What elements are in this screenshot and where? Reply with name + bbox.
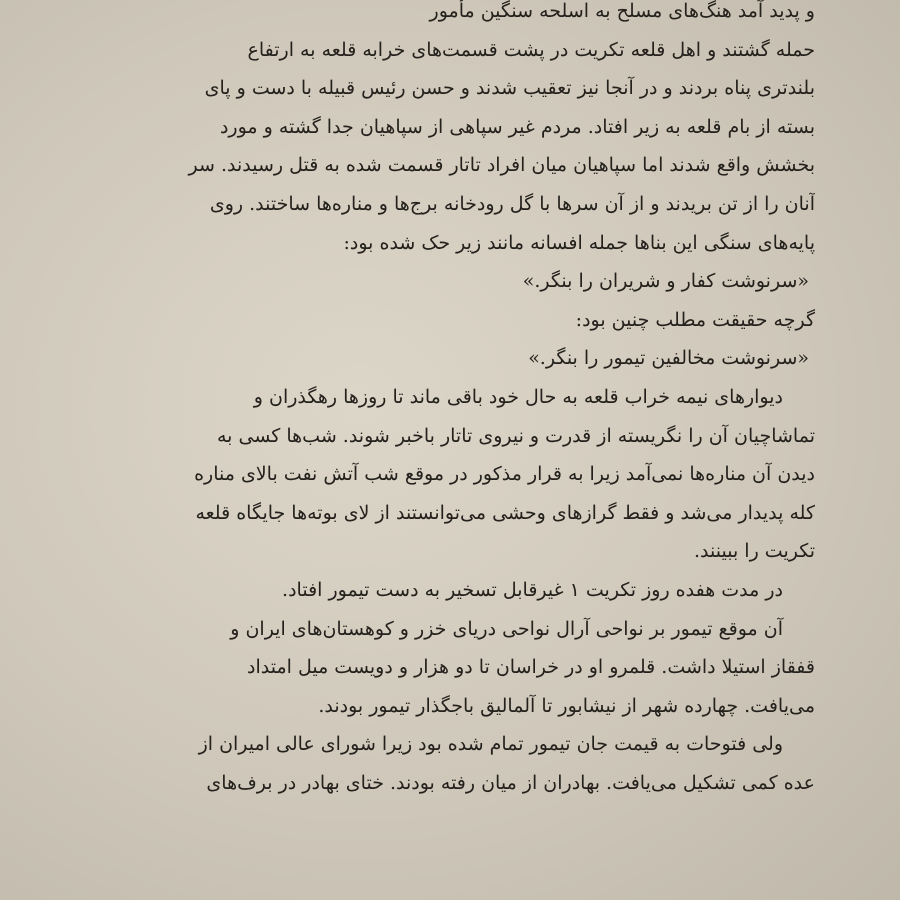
quote-line: «سرنوشت کفار و شریران را بنگر.»: [522, 270, 809, 293]
page-text: [70, 0, 815, 802]
text-line: دیدن آن مناره‌ها نمی‌آمد زیرا به قرار مذکور در موقع شب آتش نفت بالای مناره: [194, 463, 815, 486]
quote-line: «سرنوشت مخالفین تیمور را بنگر.»: [528, 347, 809, 370]
text-line: و پدید آمد هنگ‌های مسلح به اسلحه سنگین مأمور: [429, 0, 815, 22]
text-line: می‌یافت. چهارده شهر از نیشابور تا آلمالیق باجگذار تیمور بودند.: [318, 694, 815, 717]
text-line: بسته از بام قلعه به زیر افتاد. مردم غیر سپاهی از سپاهیان جدا گشته و مورد: [219, 115, 815, 138]
text-line: پایه‌های سنگی این بناها جمله افسانه مانند زیر حک شده بود:: [343, 231, 815, 254]
paragraph-start-line: دیوارهای نیمه خراب قلعه به حال خود باقی ماند تا روزها رهگذران و: [253, 385, 783, 408]
text-line: بلندتری پناه بردند و در آنجا نیز تعقیب شدند و حسن رئیس قبیله با دست و پای: [204, 77, 815, 100]
paragraph-start-line: در مدت هفده روز تکریت ۱ غیرقابل تسخیر به دست تیمور افتاد.: [282, 578, 783, 601]
text-line: بخشش واقع شدند اما سپاهیان میان افراد تاتار قسمت شده به قتل رسیدند. سر: [188, 154, 815, 177]
text-line: عده کمی تشکیل می‌یافت. بهادران از میان رفته بودند. ختای بهادر در برف‌های: [206, 771, 815, 794]
text-line: تکریت را ببینند.: [694, 540, 815, 563]
paragraph-start-line: ولی فتوحات به قیمت جان تیمور تمام شده بود زیرا شورای عالی امیران از: [198, 733, 783, 756]
text-line: کله پدیدار می‌شد و فقط گرازهای وحشی می‌توانستند از لای بوته‌ها جایگاه قلعه: [195, 501, 815, 524]
text-line: قفقاز استیلا داشت. قلمرو او در خراسان تا دو هزار و دویست میل امتداد: [247, 656, 815, 679]
text-line: حمله گشتند و اهل قلعه تکریت در پشت قسمت‌های خرابه قلعه به ارتفاع: [247, 38, 815, 61]
text-line: آنان را از تن بریدند و از آن سرها با گل رودخانه برج‌ها و مناره‌ها ساختند. روی: [209, 192, 815, 215]
paragraph-start-line: آن موقع تیمور بر نواحی آرال نواحی دریای خزر و کوهستان‌های ایران و: [230, 617, 783, 640]
text-line: تماشاچیان آن را نگریسته از قدرت و نیروی تاتار باخبر شوند. شب‌ها کسی به: [216, 424, 815, 447]
text-line: گرچه حقیقت مطلب چنین بود:: [575, 308, 815, 331]
